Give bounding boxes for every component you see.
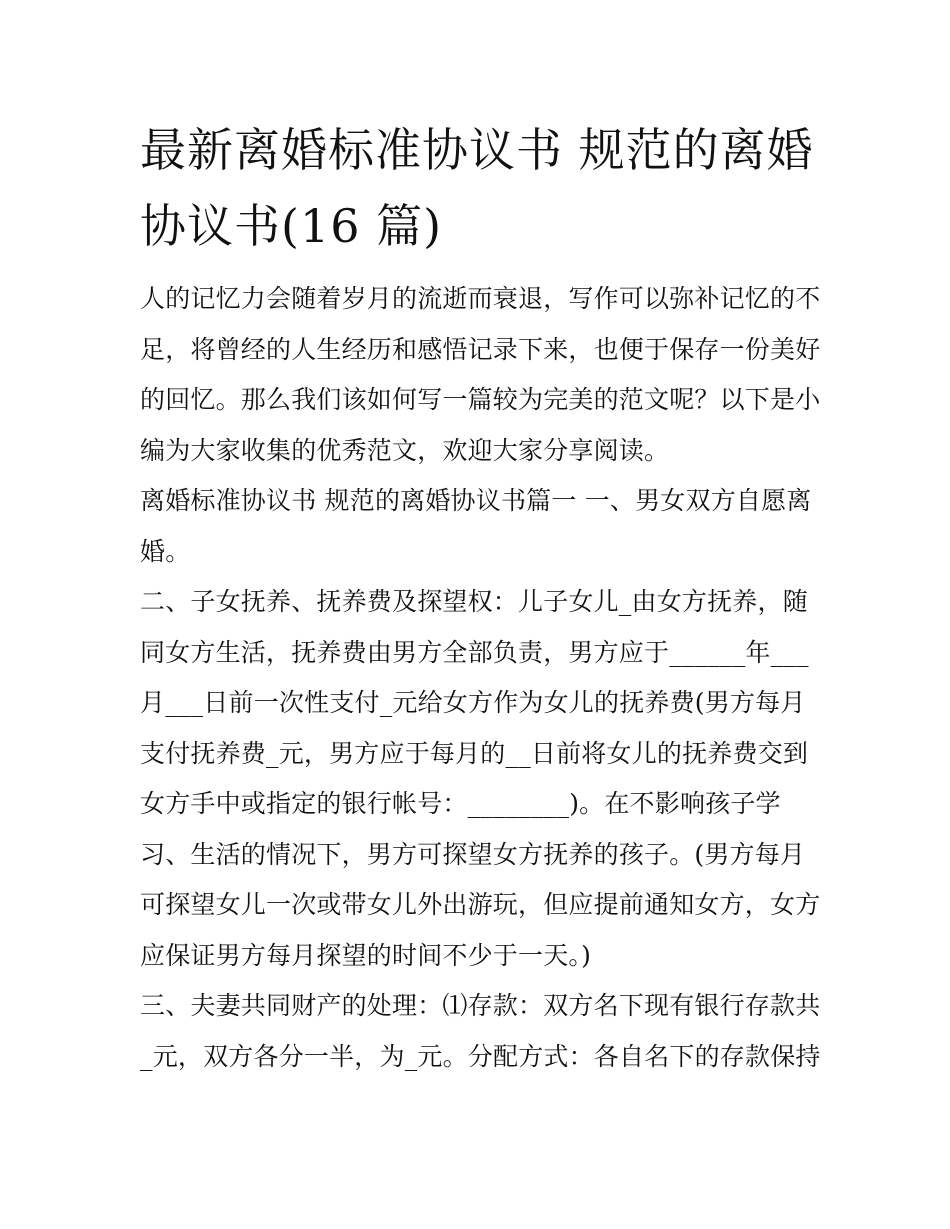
paragraph-clause-1: 离婚标准协议书 规范的离婚协议书篇一 一、男女双方自愿离婚。 [140,486,812,566]
document-body [140,274,830,1082]
document-title: 最新离婚标准协议书 规范的离婚协议书(16 篇) [140,123,814,253]
paragraph-clause-3: 三、夫妻共同财产的处理：⑴存款：双方名下现有银行存款共_元，双方各分一半，为_元。分配方式：各自名下的存款保持 [140,991,821,1071]
paragraph-clause-2: 二、子女抚养、抚养费及探望权：儿子女儿_由女方抚养，随同女方生活，抚养费由男方全部负责，男方应于______年___月___日前一次性支付_元给女方作为女儿的抚养费(男方每月支付抚养费_元，男方应于每月的__日前将女儿的抚养费交到女方手中或指定的银行帐号：________)。在不影响孩子学习、生活的情况下，男方可探望女方抚养的孩子。(男方每月可探望女儿一次或带女儿外出游玩，但应提前通知女方，女方应保证男方每月探望的时间不少于一天。) [140,587,821,970]
paragraph-intro: 人的记忆力会随着岁月的流逝而衰退，写作可以弥补记忆的不足，将曾经的人生经历和感悟记录下来，也便于保存一份美好的回忆。那么我们该如何写一篇较为完美的范文呢？以下是小编为大家收集的优秀范文，欢迎大家分享阅读。 [140,284,821,465]
